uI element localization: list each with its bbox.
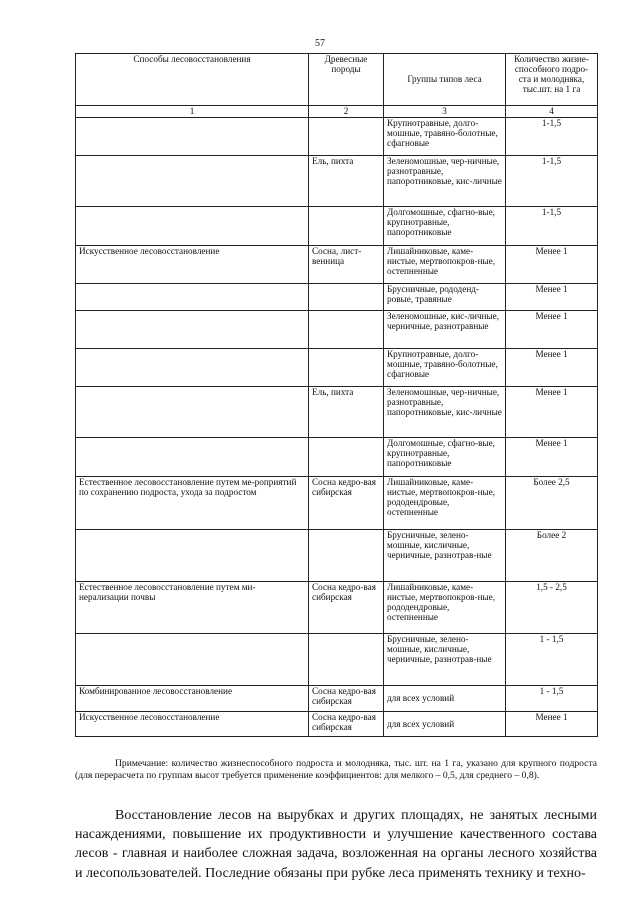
amount-cell: 1-1,5 [506,207,598,246]
species-cell [309,349,384,387]
species-cell: Ель, пихта [309,156,384,207]
table-row [76,438,598,477]
table-row [76,118,598,156]
table-row [76,349,598,387]
reforestation-table [75,53,598,737]
table-row [76,530,598,582]
column-number: 3 [384,106,506,118]
table-row [76,712,598,737]
species-cell [309,118,384,156]
forest-type-cell: Лишайниковые, каме-нистые, мертвопокров-ные, рододендровые, остепненные [384,477,506,530]
forest-type-cell: Лишайниковые, каме-нистые, мертвопокров-ные, остепненные [384,246,506,284]
method-cell [76,207,309,246]
amount-cell: 1-1,5 [506,118,598,156]
amount-cell: Более 2 [506,530,598,582]
method-cell [76,284,309,311]
forest-type-cell: для всех условий [384,686,506,712]
species-cell [309,634,384,686]
forest-type-cell: Крупнотравные, долго-мошные, травяно-болотные, сфагновые [384,118,506,156]
species-cell: Сосна кедро-вая сибирская [309,477,384,530]
header-amount: Количество жизне-способного подро-ста и молодняка, тыс.шт. на 1 га [506,54,598,106]
table-row [76,387,598,438]
forest-type-cell: Брусничные, зелено-мошные, кисличные, черничные, разнотрав-ные [384,530,506,582]
species-cell [309,284,384,311]
table-row [76,156,598,207]
method-cell: Комбинированное лесовосстановление [76,686,309,712]
header-forest-type: Группы типов леса [384,54,506,106]
method-cell [76,634,309,686]
table-row [76,477,598,530]
column-number: 2 [309,106,384,118]
amount-cell: 1-1,5 [506,156,598,207]
table-row [76,207,598,246]
species-cell: Сосна, лист-венница [309,246,384,284]
header-species: Древесные породы [309,54,384,106]
column-number: 4 [506,106,598,118]
species-cell: Ель, пихта [309,387,384,438]
method-cell: Искусственное лесовосстановление [76,246,309,284]
method-cell [76,118,309,156]
amount-cell: Менее 1 [506,311,598,349]
forest-type-cell: Зеленомошные, чер-ничные, разнотравные, папоротниковые, кис-личные [384,156,506,207]
amount-cell: Менее 1 [506,438,598,477]
table-row [76,246,598,284]
forest-type-cell: Брусничные, рододенд-ровые, травяные [384,284,506,311]
amount-cell: Более 2,5 [506,477,598,530]
table-row [76,311,598,349]
amount-cell: Менее 1 [506,387,598,438]
method-cell [76,156,309,207]
forest-type-cell: Крупнотравные, долго-мошные, травяно-болотные, сфагновые [384,349,506,387]
forest-type-cell: Долгомошные, сфагно-вые, крупнотравные, папоротниковые [384,438,506,477]
species-cell: Сосна кедро-вая сибирская [309,712,384,737]
table-row [76,686,598,712]
forest-type-cell: Брусничные, зелено-мошные, кисличные, черничные, разнотрав-ные [384,634,506,686]
method-cell [76,387,309,438]
method-cell: Естественное лесовосстановление путем ми-нерализации почвы [76,582,309,634]
species-cell [309,207,384,246]
method-cell [76,530,309,582]
forest-type-cell: Долгомошные, сфагно-вые, крупнотравные, папоротниковые [384,207,506,246]
method-cell [76,311,309,349]
table-row [76,582,598,634]
table-row [76,634,598,686]
species-cell [309,311,384,349]
species-cell: Сосна кедро-вая сибирская [309,686,384,712]
column-number: 1 [76,106,309,118]
amount-cell: 1 - 1,5 [506,686,598,712]
amount-cell: Менее 1 [506,712,598,737]
species-cell: Сосна кедро-вая сибирская [309,582,384,634]
amount-cell: 1 - 1,5 [506,634,598,686]
page-number: 57 [315,38,325,49]
species-cell [309,530,384,582]
forest-type-cell: Лишайниковые, каме-нистые, мертвопокров-ные, рододендровые, остепненные [384,582,506,634]
method-cell [76,438,309,477]
table-row [76,284,598,311]
method-cell [76,349,309,387]
body-paragraph: Восстановление лесов на вырубках и других площадях, не занятых лесными насаждениями, повышение их продуктивности и улучшение качественного состава лесов - главная и наиболее сложная задача, возложенная на органы лесного хозяйства и лесопользователей. Последние обязаны при рубке леса применять технику и техно- [75,808,597,881]
amount-cell: Менее 1 [506,349,598,387]
forest-type-cell: Зеленомошные, кис-личные, черничные, разнотравные [384,311,506,349]
forest-type-cell: Зеленомошные, чер-ничные, разнотравные, папоротниковые, кис-личные [384,387,506,438]
species-cell [309,438,384,477]
table-note: Примечание: количество жизнеспособного подроста и молодняка, тыс. шт. на 1 га, указано для крупного подроста (для перерасчета по группам высот требуется применение коэффициентов: для мелкого – 0,5, для среднего – 0,8). [75,758,597,782]
method-cell: Искусственное лесовосстановление [76,712,309,737]
amount-cell: Менее 1 [506,246,598,284]
forest-type-cell: для всех условий [384,712,506,737]
amount-cell: Менее 1 [506,284,598,311]
header-method: Способы лесовосстановления [76,54,309,106]
amount-cell: 1,5 - 2,5 [506,582,598,634]
method-cell: Естественное лесовосстановление путем ме-роприятий по сохранению подроста, ухода за подростом [76,477,309,530]
